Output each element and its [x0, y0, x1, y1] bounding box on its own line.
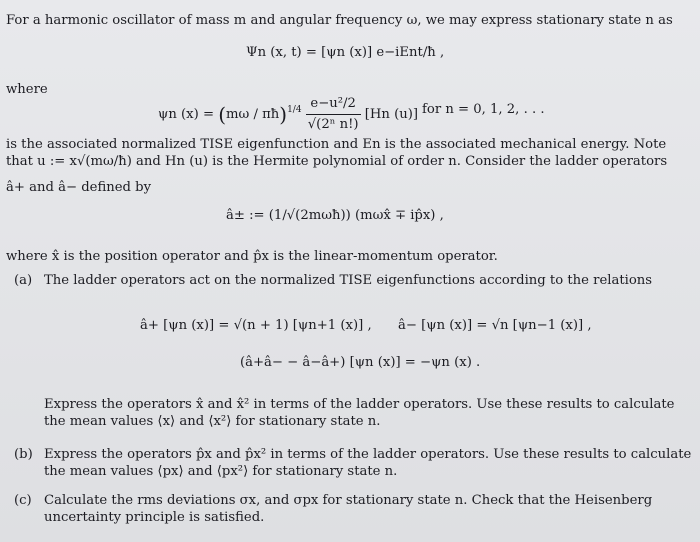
part-a — [14, 273, 652, 289]
equation-commutator: (â+â− − â−â+) [ψn (x)] = −ψn (x) . — [240, 355, 481, 370]
part-b-line-2: the mean values ⟨px⟩ and ⟨px²⟩ for stationary state n. — [44, 464, 398, 479]
equation-ladder: â± := (1/√(2mωħ)) (mωx̂ ∓ ip̂x) , — [226, 208, 444, 223]
wave-power: 1/4 — [287, 105, 302, 115]
part-c-line-2: uncertainty principle is satisfied. — [44, 510, 265, 525]
wave-lhs: ψn (x) = — [158, 107, 214, 122]
part-a-line-1: The ladder operators act on the normalized TISE eigenfunctions according to the relations — [44, 273, 653, 288]
equation-wavefunction: ψn (x) = (mω / πħ)$^{1/4}$ $\frac{\text{e−u²/2}}{\text{√(2ⁿ n!)}}$ [Hn (u)] — [158, 94, 418, 135]
part-c-line-1: Calculate the rms deviations σx, and σpx for stationary state n. Check that the Heisenberg — [44, 493, 653, 508]
paragraph-line-3: â+ and â− defined by — [6, 180, 152, 195]
part-b-label: (b) — [14, 447, 33, 462]
part-b — [14, 447, 691, 463]
where-operators: where x̂ is the position operator and p̂x is the linear-momentum operator. — [6, 249, 498, 264]
where-label: where — [6, 82, 48, 97]
equation-lower: â− [ψn (x)] = √n [ψn−1 (x)] , — [398, 318, 592, 333]
wave-hermite: [Hn (u)] — [364, 107, 419, 122]
part-b-line-1: Express the operators p̂x and p̂x² in terms of the ladder operators. Use these results to calculate — [44, 447, 692, 462]
equation-psi: Ψn (x, t) = [ψn (x)] e−iEnt/ħ , — [246, 45, 445, 60]
wave-fraction-num: e−u²/2 — [306, 94, 361, 115]
part-a-line-2: Express the operators x̂ and x̂² in terms of the ladder operators. Use these results to calculate — [44, 397, 675, 412]
part-a-label: (a) — [14, 273, 33, 288]
wave-fraction-den: √(2ⁿ n!) — [307, 117, 359, 132]
part-c — [14, 493, 652, 509]
intro-text: For a harmonic oscillator of mass m and angular frequency ω, we may express stationary state n as — [6, 13, 673, 28]
equation-raise: â+ [ψn (x)] = √(n + 1) [ψn+1 (x)] , — [140, 318, 372, 333]
wave-condition: for n = 0, 1, 2, . . . — [422, 102, 545, 117]
part-a-line-3: the mean values ⟨x⟩ and ⟨x²⟩ for stationary state n. — [44, 414, 381, 429]
paragraph-line-1: is the associated normalized TISE eigenfunction and En is the associated mechanical energy. Note — [6, 137, 667, 152]
paragraph-line-2: that u := x√(mω/ħ) and Hn (u) is the Hermite polynomial of order n. Consider the ladder operators — [6, 154, 668, 169]
wave-paren-content: mω / πħ — [226, 107, 280, 122]
part-c-label: (c) — [14, 493, 32, 508]
wave-fraction — [306, 94, 361, 135]
